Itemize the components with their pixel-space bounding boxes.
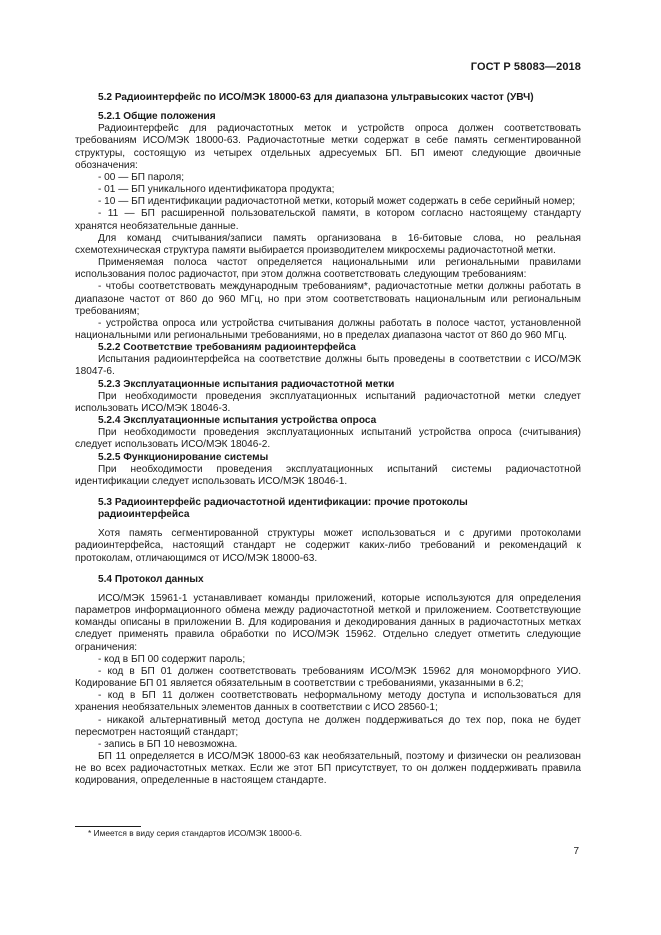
- paragraph: При необходимости проведения эксплуатационных испытаний устройства опроса (считывания) следует использовать ИСО/МЭК 18046-2.: [75, 427, 581, 451]
- section-5-2-2-title: 5.2.2 Соответствие требованиям радиоинтерфейса: [98, 342, 356, 354]
- paragraph: Для команд считывания/записи память организована в 16-битовые слова, но реальная схемотехническая структура памяти выбирается производителем микросхемы радиочастотной метки.: [75, 232, 581, 256]
- list-item: - чтобы соответствовать международным требованиям*, радиочастотные метки должны работать в диапазоне частот от 860 до 960 МГц, но при этом соответствовать национальным или региональным требованиям;: [75, 281, 581, 317]
- paragraph: Радиоинтерфейс для радиочастотных меток и устройств опроса должен соответствовать требованиям ИСО/МЭК 18000-63. Радиочастотные метки содержат в себе память сегментированной структуры, состоящую из четырех отдельных адресуемых БП. БП имеют следующие двоичные обозначения:: [75, 123, 581, 171]
- list-item: - код в БП 11 должен соответствовать неформальному методу доступа и использоваться для хранения необязательных элементов данных в соответствии с ИСО 28560-1;: [75, 690, 581, 714]
- paragraph: Хотя память сегментированной структуры может использоваться и с другими протоколами радиоинтерфейса, настоящий стандарт не содержит каких-либо требований и рекомендаций к протоколам, отличающимся от ИСО/МЭК 18000-63.: [75, 528, 581, 564]
- paragraph: При необходимости проведения эксплуатационных испытаний радиочастотной метки следует использовать ИСО/МЭК 18046-3.: [75, 390, 581, 414]
- list-item: - никакой альтернативный метод доступа не должен поддерживаться до тех пор, пока не будет пересмотрен настоящий стандарт;: [75, 714, 581, 738]
- section-5-3-title-line1: 5.3 Радиоинтерфейс радиочастотной идентификации: прочие протоколы: [98, 497, 468, 508]
- list-item: - 10 — БП идентификации радиочастотной метки, который может содержать в себе серийный номер;: [98, 196, 576, 208]
- page-number: 7: [573, 846, 579, 857]
- footnote-separator: [75, 826, 141, 827]
- list-item: - 00 — БП пароля;: [98, 171, 185, 183]
- paragraph: При необходимости проведения эксплуатационных испытаний системы радиочастотной идентификации следует использовать ИСО/МЭК 18046-1.: [75, 463, 581, 487]
- list-item: - 01 — БП уникального идентификатора продукта;: [98, 184, 335, 196]
- page-content: [75, 92, 581, 787]
- list-item: - 11 — БП расширенной пользовательской памяти, в котором согласно настоящему стандарту хранятся необязательные данные.: [75, 208, 581, 232]
- section-5-2-4-title: 5.2.4 Эксплуатационные испытания устройства опроса: [98, 415, 377, 427]
- section-5-2-5-title: 5.2.5 Функционирование системы: [98, 451, 269, 463]
- list-item: - код в БП 00 содержит пароль;: [98, 653, 246, 665]
- section-5-2-1-title: 5.2.1 Общие положения: [98, 111, 216, 123]
- footnote: * Имеется в виду серия стандартов ИСО/МЭК 18000-6.: [88, 828, 302, 838]
- section-5-4-title: 5.4 Протокол данных: [98, 573, 204, 585]
- document-header: ГОСТ Р 58083—2018: [470, 61, 581, 73]
- list-item: - код в БП 01 должен соответствовать требованиям ИСО/МЭК 15962 для мономорфного УИО. Кодирование БП 01 является обязательным в соответствии с требованиями, указанными в 6.2;: [75, 665, 581, 690]
- paragraph: Испытания радиоинтерфейса на соответствие должны быть проведены в соответствии с ИСО/МЭК 18047-6.: [75, 354, 581, 378]
- paragraph: ИСО/МЭК 15961-1 устанавливает команды приложений, которые используются для определения параметров информационного обмена между радиочастотной меткой и приложением. Соответствующие команды описаны в приложении В. Для кодирования и декодирования данных в радиочастотных метках следует применять правила обработки по ИСО/МЭК 15962. Отдельно следует отметить следующие ограничения:: [75, 592, 581, 653]
- paragraph: БП 11 определяется в ИСО/МЭК 18000-63 как необязательный, поэтому и физически он реализован не во всех радиочастотных метках. Если же этот БП присутствует, то он должен поддерживать правила кодирования, определенные в настоящем стандарте.: [75, 750, 581, 787]
- list-item: - запись в БП 10 невозможна.: [98, 738, 238, 750]
- section-5-2-3-title: 5.2.3 Эксплуатационные испытания радиочастотной метки: [98, 378, 395, 390]
- paragraph: Применяемая полоса частот определяется национальными или региональными правилами использования полос радиочастот, при этом должна соответствовать следующим требованиям:: [75, 257, 581, 281]
- section-5-3-title-line2: радиоинтерфейса: [98, 509, 190, 521]
- list-item: - устройства опроса или устройства считывания должны работать в полосе частот, установленной национальными или региональными требованиями, но в пределах диапазона частот от 860 до 960 МГц.: [75, 317, 581, 341]
- section-5-2-title: 5.2 Радиоинтерфейс по ИСО/МЭК 18000-63 для диапазона ультравысоких частот (УВЧ): [98, 92, 534, 103]
